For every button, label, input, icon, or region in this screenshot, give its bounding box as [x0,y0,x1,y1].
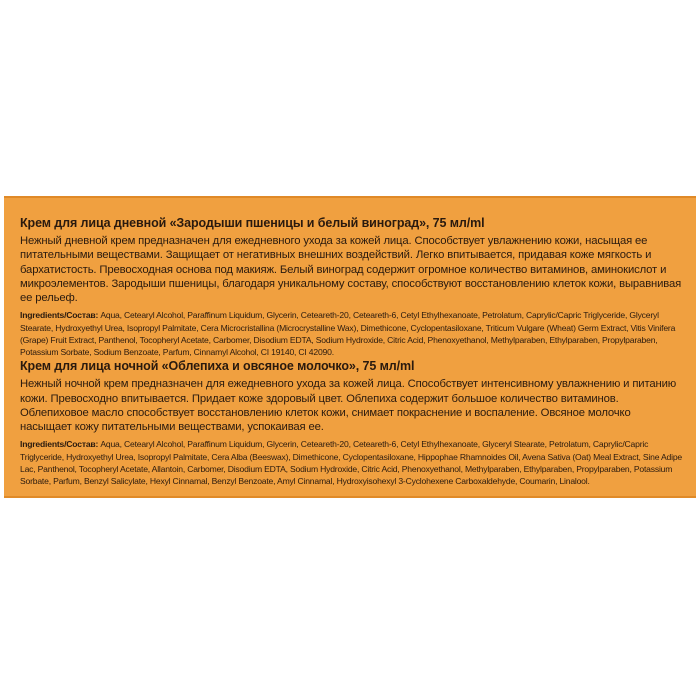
day-cream-description: Нежный дневной крем предназначен для ежедневного ухода за кожей лица. Способствует увлажнению кожи, насыщая ее питательными веществами. Защищает от негативных внешних воздействий. Легко впитывается, придавая коже мягкость и бархатистость. Превосходная основа под макияж. Белый виноград содержит огромное количество витаминов, аминокислот и микроэлементов. Зародыши пшеницы, благодаря уникальному составу, способствуют восстановлению клеток кожи, выравнивая ее рельеф. [20,235,682,305]
label-content [20,216,684,487]
day-cream-ingredients-list: Aqua, Cetearyl Alcohol, Paraffinum Liquidum, Glycerin, Ceteareth-20, Ceteareth-6, Cetyl Ethylhexanoate, Petrolatum, Caprylic/Capric Triglyceride, Glyceryl Stearate, Hydroxyethyl Urea, Isopropyl Palmitate, Cera Microcristallina (Microcrystalline Wax), Dimethicone, Cyclopentasiloxane, Triticum Vulgare (Wheat) Germ Extract, Vitis Vinifera (Grape) Fruit Extract, Panthenol, Tocopheryl Acetate, Carbomer, Disodium EDTA, Sodium Hydroxide, Citric Acid, Phenoxyethanol, Methylparaben, Ethylparaben, Propylparaben, Potassium Sorbate, Sodium Benzoate, Parfum, Cinnamyl Alcohol, CI 19140, CI 42090. [20,310,676,358]
night-cream-title: Крем для лица ночной «Облепиха и овсяное молочко», 75 мл/ml [20,359,415,374]
night-cream-ingredients [20,438,684,487]
day-cream-ingredients-label: Ingredients/Состав: [20,310,99,321]
day-cream-ingredients [20,309,684,358]
day-cream-title: Крем для лица дневной «Зародыши пшеницы и белый виноград», 75 мл/ml [20,216,485,230]
night-cream-section [20,359,684,487]
label-panel [4,196,696,498]
day-cream-section [20,216,684,358]
night-cream-description: Нежный ночной крем предназначен для ежедневного ухода за кожей лица. Способствует интенсивному увлажнению и питанию кожи. Превосходно впитывается. Придает коже здоровый цвет. Облепиха содержит большое количество витаминов. Облепиховое масло способствует восстановлению клеток кожи, снимает покраснение и воспаление. Овсяное молочко насыщает кожу питательными веществами, успокаивая ее. [20,378,677,434]
night-cream-ingredients-list: Aqua, Cetearyl Alcohol, Paraffinum Liquidum, Glycerin, Ceteareth-20, Ceteareth-6, Cetyl Ethylhexanoate, Glyceryl Stearate, Petrolatum, Caprylic/Capric Triglyceride, Hydroxyethyl Urea, Isopropyl Palmitate, Cera Alba (Beeswax), Dimethicone, Cyclopentasiloxane, Hippophae Rhamnoides Oil, Avena Sativa (Oat) Meal Extract, Sine Adipe Lac, Panthenol, Tocopheryl Acetate, Allantoin, Carbomer, Disodium EDTA, Sodium Hydroxide, Citric Acid, Phenoxyethanol, Methylparaben, Ethylparaben, Propylparaben, Potassium Sorbate, Parfum, Benzyl Salicylate, Hexyl Cinnamal, Benzyl Benzoate, Amyl Cinnamal, Hydroxyisohexyl 3-Cyclohexene Carboxaldehyde, Coumarin, Linalool. [20,439,682,487]
night-cream-ingredients-label: Ingredients/Состав: [20,439,99,450]
